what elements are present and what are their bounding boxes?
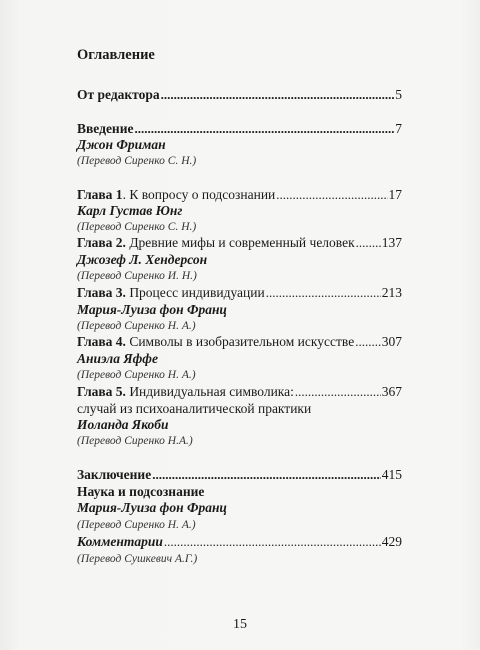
entry-title: Заключение <box>77 467 152 482</box>
entry-page: 429 <box>381 534 402 549</box>
entry-author: Мария-Луиза фон Франц <box>77 302 227 317</box>
leader-dots <box>164 534 381 550</box>
leader-dots <box>355 334 381 350</box>
leader-dots <box>266 285 381 301</box>
entry-translator: (Перевод Сушкевич А.Г.) <box>77 553 198 565</box>
entry-author: Мария-Луиза фон Франц <box>77 500 227 515</box>
chapter-label: Глава 3. <box>77 285 126 300</box>
entry-author: Карл Густав Юнг <box>77 203 183 218</box>
toc-entry-conclusion <box>77 467 402 483</box>
entry-page: 7 <box>395 121 402 136</box>
entry-author: Джон Фриман <box>77 137 166 152</box>
toc-entry-comments <box>77 534 402 550</box>
chapter-label: Глава 5. <box>77 384 126 399</box>
toc-entry-chapter-5 <box>77 384 402 400</box>
entry-translator: (Перевод Сиренко Н. А.) <box>77 320 196 332</box>
entry-author: Джозеф Л. Хендерсон <box>77 252 208 267</box>
leader-dots <box>276 187 387 203</box>
chapter-title: Индивидуальная символика: <box>125 384 294 399</box>
entry-page: 213 <box>381 285 402 300</box>
entry-page: 5 <box>395 87 402 102</box>
leader-dots <box>152 467 381 483</box>
page-number: 15 <box>233 617 247 632</box>
entry-translator: (Перевод Сиренко Н. А.) <box>77 519 196 531</box>
toc-entry-chapter-3 <box>77 285 402 301</box>
chapter-title: Древние мифы и современный человек <box>125 235 355 250</box>
chapter-label: Глава 4. <box>77 334 126 349</box>
entry-title: От редактора <box>77 87 160 102</box>
leader-dots <box>134 121 394 137</box>
toc-entry-editor <box>77 87 402 103</box>
toc-entry-introduction <box>77 121 402 137</box>
toc-entry-chapter-4 <box>77 334 402 350</box>
chapter-title-continuation: случай из психоаналитической практики <box>77 401 312 416</box>
toc-heading: Оглавление <box>77 47 155 63</box>
entry-title: Комментарии <box>77 534 163 549</box>
entry-page: 17 <box>388 187 402 202</box>
chapter-label: Глава 1 <box>77 187 123 202</box>
entry-page: 367 <box>381 384 402 399</box>
leader-dots <box>295 384 381 400</box>
leader-dots <box>161 87 395 103</box>
entry-page: 307 <box>381 334 402 349</box>
entry-translator: (Перевод Сиренко С. Н.) <box>77 155 197 167</box>
entry-page: 415 <box>381 467 402 482</box>
entry-translator: (Перевод Сиренко С. Н.) <box>77 221 197 233</box>
entry-translator: (Перевод Сиренко Н. А.) <box>77 369 196 381</box>
entry-author: Иоланда Якоби <box>77 417 169 432</box>
chapter-title: Символы в изобразительном искусстве <box>125 334 355 349</box>
entry-author: Аниэла Яффе <box>77 351 158 366</box>
toc-entry-science: Наука и подсознание <box>77 484 205 499</box>
entry-translator: (Перевод Сиренко Н.А.) <box>77 435 193 447</box>
chapter-label: Глава 2. <box>77 235 126 250</box>
chapter-title: . К вопросу о подсознании <box>122 187 276 202</box>
chapter-title: Процесс индивидуации <box>125 285 265 300</box>
toc-entry-chapter-2 <box>77 235 402 251</box>
entry-translator: (Перевод Сиренко И. Н.) <box>77 270 197 282</box>
leader-dots <box>356 235 381 251</box>
toc-entry-chapter-1 <box>77 187 402 203</box>
entry-title: Введение <box>77 121 134 136</box>
entry-page: 137 <box>381 235 402 250</box>
